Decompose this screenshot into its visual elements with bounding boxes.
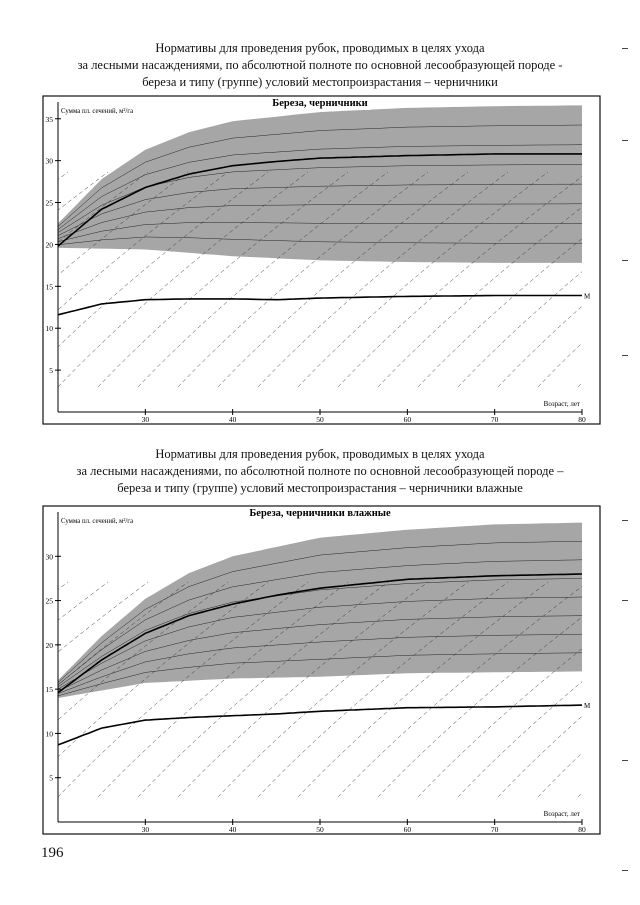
- x-tick-label: 80: [578, 825, 586, 834]
- x-axis-label: Возраст, лет: [543, 400, 580, 408]
- y-tick-label: 30: [45, 552, 53, 562]
- scan-edge-mark: [622, 760, 628, 761]
- y-tick-label: 15: [45, 685, 53, 695]
- y-tick-label: 30: [45, 156, 53, 166]
- x-tick-label: 50: [316, 415, 324, 424]
- caption-line: береза и типу (группе) условий местопроизрастания – черничники: [142, 75, 498, 89]
- caption-line: за лесными насаждениями, по абсолютной полноте по основной лесообразующей породе -: [77, 58, 563, 72]
- chart-title: Береза, черничники влажные: [249, 508, 391, 519]
- scan-edge-mark: [622, 355, 628, 356]
- y-tick-label: 5: [49, 366, 53, 376]
- y-tick-label: 5: [49, 773, 53, 783]
- caption-line: Нормативы для проведения рубок, проводимых в целях ухода: [155, 447, 485, 461]
- caption-line: береза и типу (группе) условий местопроизрастания – черничники влажные: [117, 481, 523, 495]
- x-tick-label: 60: [403, 825, 412, 834]
- x-tick-label: 70: [490, 825, 499, 834]
- caption-line: за лесными насаждениями, по абсолютной полноте по основной лесообразующей породе –: [76, 464, 564, 478]
- y-tick-label: 20: [45, 240, 53, 250]
- x-tick-label: 40: [228, 825, 237, 834]
- dashed-guide: [618, 582, 640, 797]
- y-axis-label: Сумма пл. сечений, м²/га: [61, 518, 134, 525]
- x-tick-label: 30: [141, 825, 150, 834]
- x-tick-label: 40: [228, 415, 237, 424]
- y-tick-label: 25: [45, 198, 53, 208]
- y-tick-label: 35: [45, 114, 53, 124]
- y-tick-label: 10: [45, 729, 53, 739]
- scan-edge-mark: [622, 600, 628, 601]
- chart2-caption: [20, 446, 620, 497]
- y-tick-label: 15: [45, 282, 53, 292]
- y-tick-label: 25: [45, 596, 53, 606]
- page-number: 196: [41, 845, 64, 861]
- scan-edge-mark: [622, 140, 628, 141]
- x-tick-label: 50: [316, 825, 324, 834]
- scan-edge-mark: [622, 520, 628, 521]
- chart-birch-wet-bilberry: [0, 504, 640, 840]
- chart-birch-bilberry: [0, 94, 640, 430]
- x-tick-label: 80: [578, 415, 586, 424]
- series-label-m: M: [584, 702, 591, 711]
- x-axis-label: Возраст, лет: [543, 810, 580, 818]
- chart1-caption: [20, 40, 620, 91]
- y-axis-label: Сумма пл. сечений, м²/га: [61, 108, 134, 115]
- chart-title: Береза, черничники: [272, 98, 368, 109]
- y-tick-label: 20: [45, 640, 53, 650]
- y-tick-label: 10: [45, 324, 53, 334]
- x-tick-label: 70: [490, 415, 499, 424]
- x-tick-label: 30: [141, 415, 150, 424]
- scan-edge-mark: [622, 870, 628, 871]
- scan-edge-mark: [622, 260, 628, 261]
- x-tick-label: 60: [403, 415, 412, 424]
- caption-line: Нормативы для проведения рубок, проводимых в целях ухода: [155, 41, 485, 55]
- series-label-m: M: [584, 292, 591, 301]
- scan-edge-mark: [622, 48, 628, 49]
